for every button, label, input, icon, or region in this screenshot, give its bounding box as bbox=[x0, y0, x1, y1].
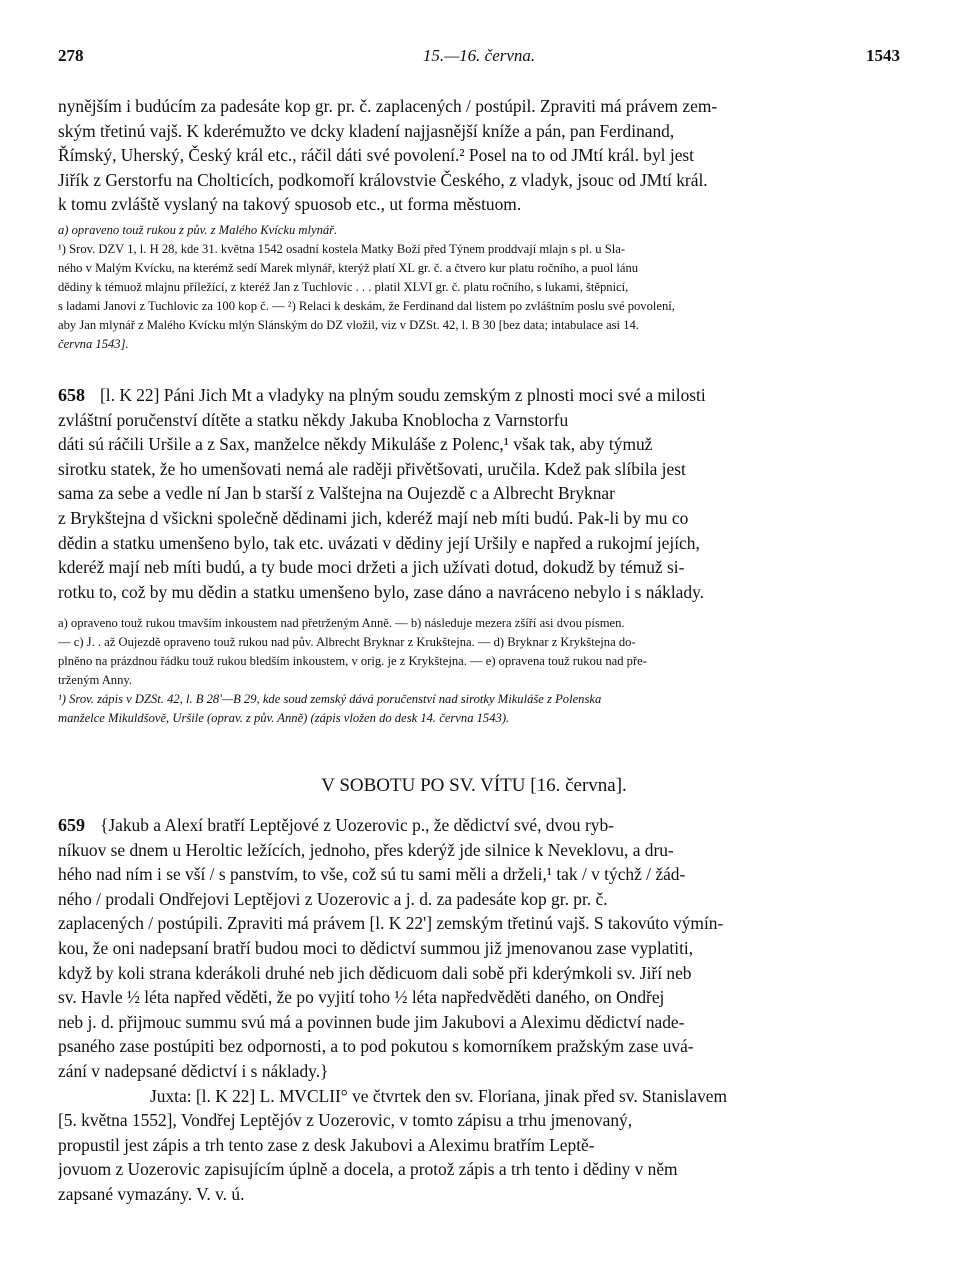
entry-number: 659 bbox=[58, 815, 85, 835]
footnote: ného v Malým Kvícku, na kterémž sedí Marek mlynář, kterýž platí XL gr. č. a čtvero kur platu ročního, a puol lánu bbox=[58, 261, 639, 275]
text-line: [5. května 1552], Vondřej Leptějóv z Uozerovic, v tomto zápisu a trhu jmenovaný, bbox=[58, 1110, 633, 1131]
footnote: plněno na prázdnou řádku touž rukou bledším inkoustem, v orig. je z Krykštejna. — e) opravena touž rukou nad pře- bbox=[58, 654, 647, 668]
page-number: 278 bbox=[58, 46, 84, 65]
text-line: ským třetinú vajš. K kderémužto ve dcky kladení najjasnější kníže a pán, pan Ferdinand, bbox=[58, 120, 675, 141]
text-line: hého nad ním i se vší / s panstvím, to vše, což sú tu sami měli a drželi,¹ tak / v týchž / žád- bbox=[58, 864, 686, 885]
text-line: Jiřík z Gerstorfu na Cholticích, podkomoří královstvie Českého, z vladyk, jsouc od JMtí král. bbox=[58, 169, 708, 190]
footnote: manželce Mikuldšově, Uršile (oprav. z pův. Anně) (zápis vložen do desk 14. června 1543). bbox=[58, 711, 510, 725]
year-label: 1543 bbox=[866, 46, 900, 65]
entry-659 bbox=[58, 813, 890, 1207]
text-line: psaného zase postúpiti bez odpornosti, a to pod pokutou s komorníkem pražským zase uvá- bbox=[58, 1036, 694, 1057]
footnote: a) opraveno touž rukou z pův. z Malého Kvícku mlynář. bbox=[58, 223, 338, 237]
entry-prev-notes bbox=[58, 221, 890, 354]
section-heading: V SOBOTU PO SV. VÍTU [16. června]. bbox=[321, 775, 627, 796]
text-line: nynějším i budúcím za padesáte kop gr. pr. č. zaplacených / postúpil. Zpraviti má právem zem- bbox=[58, 96, 718, 116]
footnote: trženým Anny. bbox=[58, 673, 133, 687]
text-line: z Brykštejna d všickni společně dědinami jich, kderéž mají neb míti budú. Pak-li by mu co bbox=[58, 507, 689, 528]
page-header bbox=[58, 46, 900, 72]
entry-number: 658 bbox=[58, 385, 85, 405]
text-line: Juxta: [l. K 22] L. MVCLII° ve čtvrtek den sv. Floriana, jinak před sv. Stanislavem bbox=[150, 1085, 728, 1106]
text-line: zvláštní poručenství dítěte a statku někdy Jakuba Knoblocha z Varnstorfu bbox=[58, 409, 569, 430]
running-title: 15.—16. června. bbox=[422, 46, 536, 65]
text-line: sv. Havle ½ léta napřed věděti, že po vyjití toho ½ léta napředvěděti daného, on Ondřej bbox=[58, 987, 665, 1008]
text-line: k tomu zvláště vyslaný na takový spuosob etc., ut forma městuom. bbox=[58, 194, 522, 215]
text-line: kou, že oni nadepsaní bratří budou moci to dědictví summou již jmenovanou zase vyplatiti, bbox=[58, 937, 694, 958]
text-line: dáti sú ráčili Uršile a z Sax, manželce někdy Mikuláše z Polenc,¹ však tak, aby týmuž bbox=[58, 434, 653, 455]
footnote: ¹) Srov. zápis v DZSt. 42, l. B 28'—B 29, kde soud zemský dává poručenství nad sirotky Mikuláše z Polenska bbox=[58, 692, 602, 706]
footnote: a) opraveno touž rukou tmavším inkoustem nad přetrženým Anně. — b) následuje mezera zšíří asi dvou písmen. bbox=[58, 616, 625, 630]
text-line: neb j. d. přijmouc summu svú má a povinnen bude jim Jakubovi a Aleximu dědictví nade- bbox=[58, 1011, 685, 1032]
footnote: s ladami Janovi z Tuchlovic za 100 kop č. — ²) Relaci k deskám, že Ferdinand dal listem po zvláštním poslu své povolení, bbox=[58, 299, 675, 313]
text-line: dědin a statku umenšeno bylo, tak etc. uvázati v dědiny její Uršily e napřed a rukojmí jejích, bbox=[58, 532, 700, 553]
text-line: rotku to, což by mu dědin a statku umenšeno bylo, zase dáno a navráceno nebylo i s náklady. bbox=[58, 581, 705, 602]
entry-prev-text bbox=[58, 94, 890, 217]
text-line: zaplacených / postúpili. Zpraviti má právem [l. K 22'] zemským třetinú vajš. S takovúto výmín- bbox=[58, 913, 724, 934]
footnote: června 1543]. bbox=[58, 337, 129, 351]
text-line: jovuom z Uozerovic zapisujícím úplně a docela, a protož zápis a trh tento i dědiny v něm bbox=[58, 1159, 678, 1180]
text-line: níkuov se dnem u Heroltic ležících, jednoho, přes kderýž jde silnice k Neveklovu, a dru- bbox=[58, 839, 674, 860]
text-line: ného / prodali Ondřejovi Leptějovi z Uozerovic a j. d. za padesáte kop gr. pr. č. bbox=[58, 888, 608, 909]
text-line: zání v nadepsané dědictví i s náklady.} bbox=[58, 1060, 329, 1081]
footnote: aby Jan mlynář z Malého Kvícku mlýn Slánským do DZ vložil, viz v DZSt. 42, l. B 30 [bez data; intabulace asi 14. bbox=[58, 318, 639, 332]
text-line: sirotku statek, že ho umenšovati nemá ale raději přivětšovati, uručila. Kdež pak slíbila jest bbox=[58, 458, 686, 479]
text-line: sama za sebe a vedle ní Jan b starší z Valštejna na Oujezdě c a Albrecht Bryknar bbox=[58, 483, 615, 504]
text-line: Římský, Uherský, Český král etc., ráčil dáti své povolení.² Posel na to od JMtí král. byl jest bbox=[58, 145, 695, 166]
entry-658-notes bbox=[58, 614, 890, 728]
text-line: když by koli strana kderákoli druhé neb jich dědicuom dali sobě při kderýmkoli sv. Jiří neb bbox=[58, 962, 692, 983]
text-line: kderéž mají neb míti budú, a ty bude moci držeti a jich užívati dotud, dokudž by témuž si- bbox=[58, 557, 685, 578]
text-line: zapsané vymazány. V. v. ú. bbox=[58, 1183, 245, 1204]
entry-658 bbox=[58, 383, 890, 604]
footnote: ¹) Srov. DZV 1, l. H 28, kde 31. května 1542 osadní kostela Matky Boží před Týnem proddvají mlajn s pl. u Sla- bbox=[58, 242, 626, 256]
footnote: dědiny k témuož mlajnu příležící, z kteréž Jan z Tuchlovic . . . platil XLVI gr. č. platu ročního, s lukami, štěpnicí, bbox=[58, 280, 629, 294]
text-line: {Jakub a Alexí bratří Leptějové z Uozerovic p., že dědictví své, dvou ryb- bbox=[100, 815, 614, 835]
footnote: — c) J. . až Oujezdě opraveno touž rukou nad pův. Albrecht Bryknar z Krukštejna. — d) Bryknar z Krykštejna do- bbox=[58, 635, 636, 649]
text-line: propustil jest zápis a trh tento zase z desk Jakubovi a Aleximu bratřím Leptě- bbox=[58, 1134, 595, 1155]
text-line: [l. K 22] Páni Jich Mt a vladyky na plným soudu zemským z plnosti moci své a milosti bbox=[100, 385, 706, 405]
